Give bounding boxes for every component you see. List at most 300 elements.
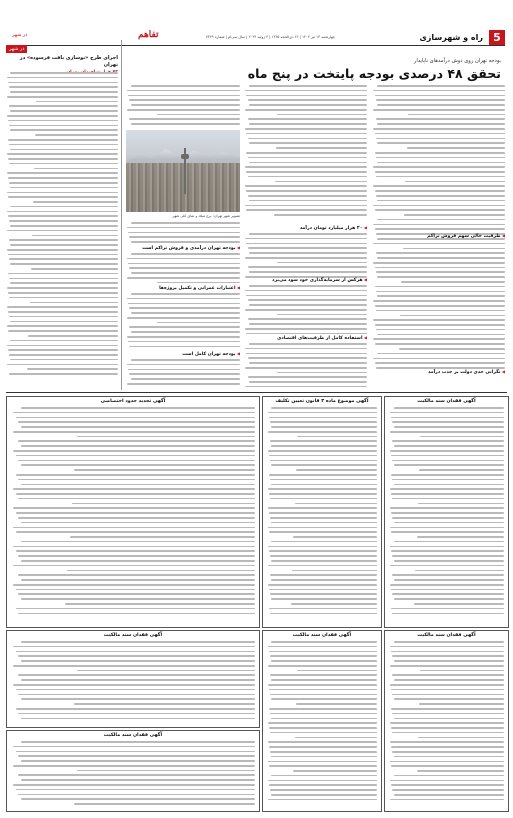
text-line: [18, 774, 255, 776]
text-line: [390, 722, 504, 724]
text-line: [13, 431, 255, 433]
ad-text: [267, 407, 377, 623]
text-line: [245, 166, 367, 168]
text-line: [276, 147, 367, 149]
text-line: [392, 655, 504, 657]
text-line: [9, 163, 118, 165]
text-line: [394, 641, 504, 643]
text-line: [268, 412, 377, 414]
ad-text: [267, 641, 377, 807]
text-line: [390, 684, 504, 686]
text-line: [391, 784, 504, 786]
text-line: [391, 531, 504, 533]
text-line: [8, 196, 118, 198]
text-line: [245, 348, 367, 350]
text-line: [394, 407, 504, 409]
text-line: [21, 718, 255, 720]
text-line: [10, 110, 118, 112]
text-line: [414, 603, 504, 605]
text-line: [131, 104, 240, 106]
section-title: راه و شهرسازی: [419, 33, 483, 42]
text-line: [9, 182, 118, 184]
text-line: [376, 271, 505, 273]
text-line: [10, 282, 118, 284]
text-line: [394, 679, 504, 681]
text-line: [18, 674, 255, 676]
text-line: [391, 474, 504, 476]
text-line: [376, 138, 505, 140]
text-line: [8, 273, 118, 275]
text-lines: [267, 407, 377, 623]
text-line: [10, 149, 118, 151]
text-line: [271, 775, 377, 777]
ad-text: [11, 641, 255, 723]
text-line: [268, 646, 377, 648]
text-line: [246, 133, 367, 135]
text-line: [377, 123, 505, 125]
text-line: [376, 99, 505, 101]
text-line: [271, 560, 377, 562]
headline-kicker: بودجه تهران روی دوش درآمدهای ناپایدار: [413, 58, 501, 64]
text-line: [390, 565, 504, 567]
city-photo: [126, 130, 240, 212]
text-line: [407, 147, 505, 149]
text-line: [377, 276, 505, 278]
text-line: [268, 722, 377, 724]
text-line: [13, 746, 255, 748]
ad-title: آگهی فقدان سند مالکیت: [417, 399, 476, 404]
text-line: [21, 779, 255, 781]
text-line: [127, 258, 240, 260]
text-line: [271, 598, 377, 600]
text-line: [9, 354, 118, 356]
text-line: [392, 421, 504, 423]
text-line: [248, 357, 367, 359]
text-line: [271, 794, 377, 796]
text-line: [8, 177, 118, 179]
text-line: [270, 574, 377, 576]
date-line: چهارشنبه ۱۳ تیر ۱۴۰۳ | ۲۶ ذی‌الحجه ۱۴۴۵ | ۳ ژوئیه ۲۰۲۴ | سال سی‌ام | شماره ۷۳۲۹: [205, 35, 335, 39]
text-line: [129, 373, 240, 375]
text-line: [270, 593, 377, 595]
ad-title: آگهی موضوع ماده ۳ قانون تعیین تکلیف: [275, 399, 369, 404]
text-line: [377, 295, 505, 297]
text-line: [248, 138, 367, 140]
text-lines: [389, 407, 504, 623]
text-line: [18, 517, 255, 519]
text-lines: [11, 407, 255, 623]
text-line: [16, 512, 255, 514]
text-line: [31, 268, 118, 270]
text-line: [249, 85, 367, 87]
text-line: [16, 789, 255, 791]
text-line: [13, 527, 255, 529]
text-line: [296, 469, 377, 471]
text-line: [127, 336, 240, 338]
text-line: [269, 765, 377, 767]
ad-box-3: [384, 396, 509, 628]
ad-title: آگهی فقدان سند مالکیت: [103, 733, 163, 738]
text-line: [249, 323, 367, 325]
text-lines: [267, 641, 377, 807]
text-line: [391, 651, 504, 653]
text-line: [394, 756, 504, 758]
text-line: [10, 91, 118, 93]
text-line: [246, 209, 367, 211]
text-line: [277, 372, 367, 374]
subhead: ◀ بودجه تهران درآمدی و فروش تراکم است: [126, 245, 240, 251]
text-line: [373, 166, 505, 168]
subhead: ◀ ظرفیت خالی سهم فروش تراکم: [372, 233, 505, 239]
text-line: [249, 104, 367, 106]
text-line: [391, 708, 504, 710]
text-line: [277, 314, 367, 316]
text-line: [390, 431, 504, 433]
text-line: [127, 298, 240, 300]
text-line: [74, 469, 255, 471]
text-line: [8, 215, 118, 217]
ad-text: [11, 741, 255, 807]
text-line: [373, 90, 505, 92]
text-line: [249, 200, 367, 202]
text-line: [390, 488, 504, 490]
text-line: [392, 789, 504, 791]
text-line: [16, 608, 255, 610]
text-line: [390, 761, 504, 763]
text-line: [268, 488, 377, 490]
text-line: [16, 474, 255, 476]
text-line: [245, 205, 367, 207]
text-line: [249, 304, 367, 306]
text-line: [7, 172, 118, 174]
text-line: [271, 445, 377, 447]
text-line: [13, 646, 255, 648]
text-line: [245, 328, 367, 330]
text-line: [248, 195, 367, 197]
subhead: ◀ اعتبارات عمرانی و تکمیل پروژه‌ها: [126, 285, 240, 291]
text-line: [269, 608, 377, 610]
text-line: [377, 200, 505, 202]
text-line: [373, 319, 505, 321]
text-line: [297, 670, 377, 672]
text-line: [10, 244, 118, 246]
text-line: [391, 455, 504, 457]
text-line: [13, 684, 255, 686]
text-line: [18, 498, 255, 500]
ad-box-6: [384, 630, 509, 812]
text-line: [373, 185, 505, 187]
text-line: [129, 99, 240, 101]
text-line: [249, 162, 367, 164]
text-line: [390, 450, 504, 452]
text-line: [293, 536, 377, 538]
text-line: [131, 123, 240, 125]
sidebar-title: اجرای طرح «نوسازی بافت فرسوده» در تهران: [19, 55, 118, 68]
text-line: [269, 493, 377, 495]
text-line: [13, 784, 255, 786]
text-line: [13, 765, 255, 767]
text-line: [21, 660, 255, 662]
text-line: [292, 570, 377, 572]
text-line: [268, 546, 377, 548]
text-line: [18, 421, 255, 423]
text-line: [249, 271, 367, 273]
text-line: [377, 104, 505, 106]
text-line: [269, 689, 377, 691]
text-line: [375, 133, 505, 135]
text-line: [269, 512, 377, 514]
ad-title: آگهی فقدان سند مالکیت: [417, 633, 476, 638]
text-line: [129, 236, 240, 238]
text-line: [373, 300, 505, 302]
text-line: [249, 123, 367, 125]
text-line: [268, 665, 377, 667]
text-line: [28, 335, 118, 337]
text-line: [10, 129, 118, 131]
text-line: [271, 756, 377, 758]
text-line: [271, 464, 377, 466]
text-line: [129, 118, 240, 120]
text-line: [404, 214, 505, 216]
text-line: [271, 679, 377, 681]
text-line: [16, 751, 255, 753]
text-line: [405, 181, 505, 183]
text-line: [269, 784, 377, 786]
text-line: [271, 698, 377, 700]
text-line: [391, 417, 504, 419]
text-line: [269, 727, 377, 729]
text-line: [268, 780, 377, 782]
text-line: [375, 228, 505, 230]
text-line: [391, 589, 504, 591]
text-line: [77, 436, 255, 438]
text-line: [377, 353, 505, 355]
text-line: [248, 376, 367, 378]
text-line: [245, 128, 367, 130]
subhead-wrap: [372, 232, 505, 241]
text-line: [377, 334, 505, 336]
text-line: [270, 713, 377, 715]
text-line: [269, 708, 377, 710]
text-line: [373, 224, 505, 226]
text-line: [131, 253, 240, 255]
text-line: [373, 358, 505, 360]
text-line: [13, 565, 255, 567]
text-line: [376, 195, 505, 197]
text-line: [269, 417, 377, 419]
text-line: [77, 770, 255, 772]
text-line: [13, 584, 255, 586]
text-line: [18, 440, 255, 442]
text-line: [10, 263, 118, 265]
text-line: [18, 593, 255, 595]
text-line: [268, 741, 377, 743]
article-column-2: [244, 85, 367, 220]
text-line: [269, 531, 377, 533]
text-line: [417, 536, 504, 538]
text-line: [67, 570, 255, 572]
text-line: [7, 77, 118, 79]
text-line: [9, 239, 118, 241]
text-line: [18, 574, 255, 576]
text-line: [18, 794, 255, 796]
text-line: [268, 507, 377, 509]
text-line: [16, 455, 255, 457]
text-line: [245, 367, 367, 369]
text-line: [248, 157, 367, 159]
subhead: ◀ استفاده کامل از ظرفیت‌های اقتصادی: [244, 335, 367, 341]
text-line: [270, 517, 377, 519]
text-line: [8, 158, 118, 160]
text-line: [10, 72, 118, 74]
text-line: [10, 206, 118, 208]
text-line: [375, 267, 505, 269]
text-line: [269, 474, 377, 476]
text-lines: [389, 641, 504, 807]
text-line: [390, 507, 504, 509]
page-number: 5: [489, 30, 505, 46]
text-line: [16, 651, 255, 653]
text-lines: [244, 343, 367, 387]
text-line: [8, 254, 118, 256]
text-line: [13, 507, 255, 509]
text-line: [16, 689, 255, 691]
text-line: [21, 407, 255, 409]
text-line: [390, 665, 504, 667]
text-line: [271, 718, 377, 720]
text-line: [248, 318, 367, 320]
text-line: [392, 751, 504, 753]
text-line: [128, 232, 240, 234]
text-line: [13, 665, 255, 667]
text-line: [268, 799, 377, 801]
text-line: [128, 369, 240, 371]
text-line: [392, 613, 504, 615]
text-line: [9, 220, 118, 222]
subhead: ◀ نگرانی جدی دولت بر جذب درآمد: [372, 369, 505, 375]
text-line: [13, 546, 255, 548]
text-line: [21, 522, 255, 524]
text-line: [394, 598, 504, 600]
text-line: [270, 421, 377, 423]
text-line: [419, 469, 504, 471]
text-lines: [126, 85, 240, 127]
text-line: [268, 761, 377, 763]
text-line: [390, 741, 504, 743]
text-line: [9, 297, 118, 299]
text-line: [269, 589, 377, 591]
text-line: [268, 450, 377, 452]
text-line: [390, 584, 504, 586]
text-line: [270, 440, 377, 442]
text-line: [18, 460, 255, 462]
text-line: [8, 139, 118, 141]
ad-box-2: [262, 396, 382, 628]
text-line: [408, 114, 505, 116]
text-line: [8, 292, 118, 294]
photo-caption: تصویر شهر تهران؛ برج میلاد و نمای کلی شهر: [172, 214, 240, 218]
text-line: [10, 359, 118, 361]
text-line: [7, 230, 118, 232]
text-line: [13, 412, 255, 414]
text-line: [7, 96, 118, 98]
newspaper-logo: تفاهم: [138, 30, 159, 40]
text-line: [27, 368, 118, 370]
text-line: [373, 243, 505, 245]
text-line: [373, 205, 505, 207]
text-line: [392, 498, 504, 500]
text-line: [377, 219, 505, 221]
text-line: [129, 307, 240, 309]
text-line: [269, 746, 377, 748]
text-line: [21, 464, 255, 466]
text-line: [268, 684, 377, 686]
text-line: [245, 309, 367, 311]
text-line: [9, 105, 118, 107]
text-line: [13, 450, 255, 452]
text-line: [35, 134, 118, 136]
text-line: [245, 290, 367, 292]
text-line: [9, 258, 118, 260]
text-lines: [126, 359, 240, 387]
text-line: [270, 555, 377, 557]
text-line: [249, 362, 367, 364]
text-line: [249, 142, 367, 144]
text-line: [420, 670, 504, 672]
text-line: [74, 803, 255, 805]
text-line: [394, 445, 504, 447]
text-line: [377, 162, 505, 164]
text-line: [403, 248, 505, 250]
text-line: [131, 293, 240, 295]
ad-title: آگهی فقدان سند مالکیت: [103, 633, 163, 638]
text-line: [390, 646, 504, 648]
text-line: [128, 303, 240, 305]
text-line: [131, 241, 240, 243]
text-line: [394, 560, 504, 562]
text-line: [10, 225, 118, 227]
text-line: [390, 527, 504, 529]
text-line: [392, 555, 504, 557]
article-column-3-top: [126, 85, 240, 127]
text-line: [394, 794, 504, 796]
text-line: [7, 345, 118, 347]
text-line: [270, 613, 377, 615]
text-line: [376, 157, 505, 159]
text-line: [394, 522, 504, 524]
text-line: [248, 266, 367, 268]
text-line: [268, 527, 377, 529]
text-line: [245, 386, 367, 387]
text-line: [268, 565, 377, 567]
text-line: [391, 550, 504, 552]
text-line: [392, 713, 504, 715]
text-line: [9, 373, 118, 375]
text-line: [246, 171, 367, 173]
text-line: [375, 286, 505, 288]
text-line: [392, 732, 504, 734]
text-line: [390, 780, 504, 782]
ad-box-1: [6, 396, 260, 628]
text-line: [16, 417, 255, 419]
ad-text: [11, 407, 255, 623]
text-line: [376, 329, 505, 331]
text-line: [268, 584, 377, 586]
text-line: [157, 322, 240, 324]
text-line: [399, 348, 505, 350]
text-line: [270, 479, 377, 481]
text-line: [21, 698, 255, 700]
